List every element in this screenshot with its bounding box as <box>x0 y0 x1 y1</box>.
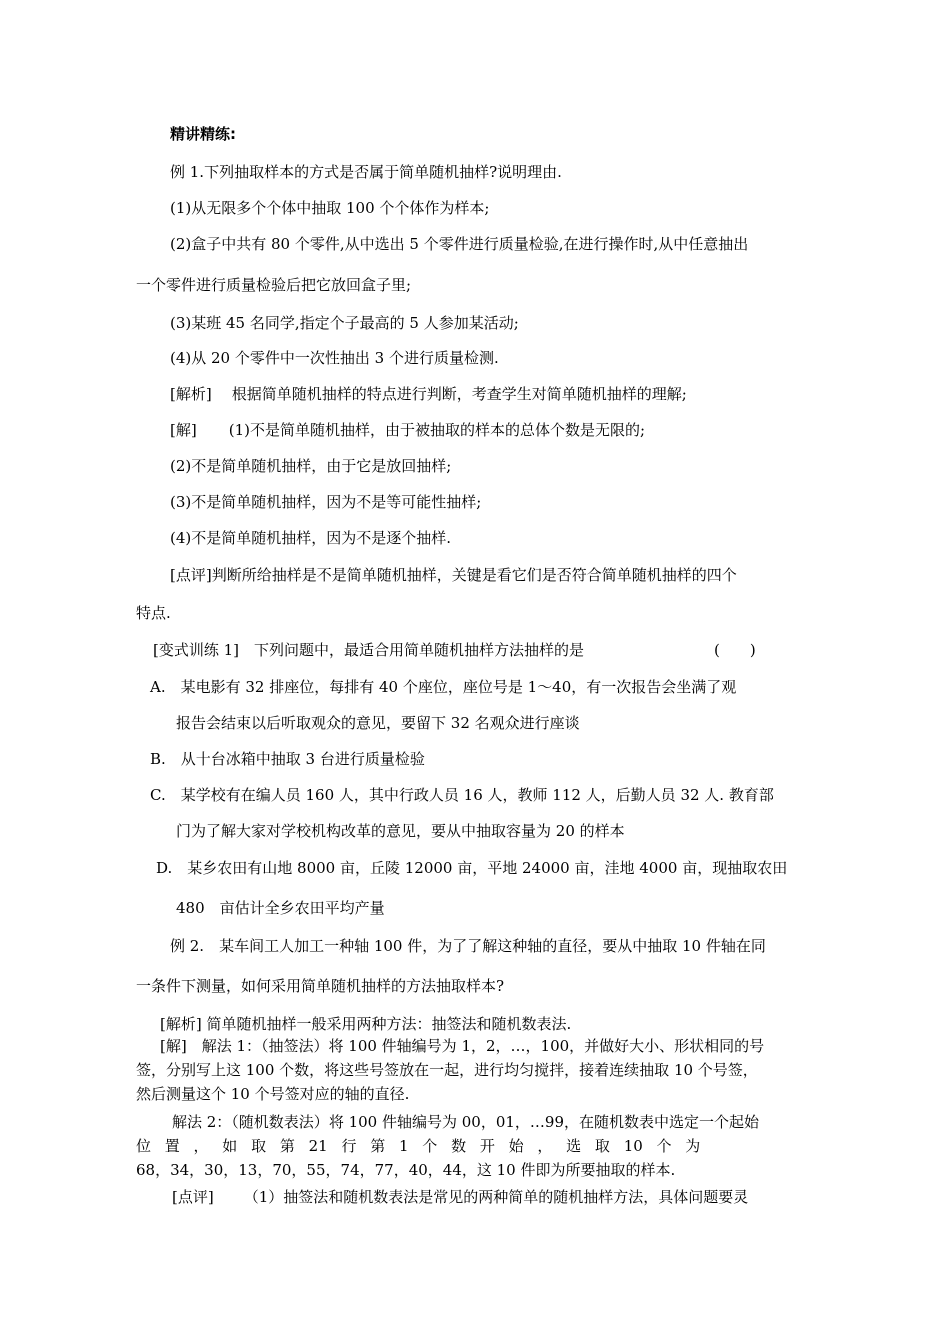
solution-1-text: (1)不是简单随机抽样，由于被抽取的样本的总体个数是无限的; <box>228 421 646 439</box>
option-d-cont: 480 亩估计全乡农田平均产量 <box>176 899 385 917</box>
example-1-item-2-cont: 一个零件进行质量检验后把它放回盒子里; <box>136 276 412 294</box>
option-d: D. 某乡农田有山地 8000 亩，丘陵 12000 亩，平地 24000 亩，洼地 4000 亩，现抽取农田 <box>156 859 788 877</box>
option-a-cont: 报告会结束以后听取观众的意见，要留下 32 名观众进行座谈 <box>176 714 580 732</box>
option-b: B. 从十台冰箱中抽取 3 台进行质量检验 <box>150 750 425 768</box>
example-1-item-1: (1)从无限多个个体中抽取 100 个个体作为样本; <box>170 199 490 217</box>
variant-title: [变式训练 1] 下列问题中，最适合用简单随机抽样方法抽样的是 <box>153 641 585 659</box>
example-1-solution-3: (3)不是简单随机抽样，因为不是等可能性抽样; <box>170 493 482 511</box>
example-2-title-cont: 一条件下测量，如何采用简单随机抽样的方法抽取样本? <box>136 977 505 995</box>
analysis-tag: [解析] <box>170 385 212 403</box>
example-2-analysis: [解析] 简单随机抽样一般采用两种方法：抽签法和随机数表法. <box>160 1015 572 1033</box>
option-a: A. 某电影有 32 排座位，每排有 40 个座位，座位号是 1～40，有一次报告会坐满了观 <box>150 678 737 696</box>
analysis-text: 根据简单随机抽样的特点进行判断，考查学生对简单随机抽样的理解; <box>231 385 687 403</box>
example-1-analysis <box>170 384 687 404</box>
example-1-item-3: (3)某班 45 名同学,指定个子最高的 5 人参加某活动; <box>170 314 519 332</box>
example-2-method-1-line-3: 然后测量这个 10 个号签对应的轴的直径. <box>136 1085 410 1103</box>
example-1-item-2: (2)盒子中共有 80 个零件,从中选出 5 个零件进行质量检验,在进行操作时,从中任意抽出 <box>170 235 749 253</box>
example-1-solution-2: (2)不是简单随机抽样，由于它是放回抽样; <box>170 457 452 475</box>
section-heading: 精讲精练: <box>170 125 236 143</box>
example-2-method-2-line-2: 位 置 ， 如 取 第 21 行 第 1 个 数 开 始 ， 选 取 10 个 为 <box>136 1137 701 1155</box>
option-c-cont: 门为了解大家对学校机构改革的意见，要从中抽取容量为 20 的样本 <box>176 822 625 840</box>
example-2-method-2-line-3: 68，34，30，13，70，55，74，77，40，44，这 10 件即为所要抽取的样本. <box>136 1161 676 1179</box>
example-2-method-1-line-2: 签，分别写上这 100 个数，将这些号签放在一起，进行均匀搅拌，接着连续抽取 10 个号签， <box>136 1061 758 1079</box>
example-1-item-4: (4)从 20 个零件中一次性抽出 3 个进行质量检测. <box>170 349 499 367</box>
example-2-comment <box>172 1187 748 1207</box>
example-1-title: 例 1.下列抽取样本的方式是否属于简单随机抽样?说明理由. <box>170 163 562 181</box>
example-1-solution-4: (4)不是简单随机抽样，因为不是逐个抽样. <box>170 529 452 547</box>
example-2-method-2: 解法 2：（随机数表法）将 100 件轴编号为 00，01，…99，在随机数表中选定一个起始 <box>172 1113 760 1131</box>
comment-text: （1）抽签法和随机数表法是常见的两种简单的随机抽样方法，具体问题要灵 <box>243 1188 749 1206</box>
example-1-comment: [点评]判断所给抽样是不是简单随机抽样，关键是看它们是否符合简单随机抽样的四个 <box>170 566 737 584</box>
comment-tag: [点评] <box>172 1188 214 1206</box>
example-2-title: 例 2. 某车间工人加工一种轴 100 件，为了了解这种轴的直径，要从中抽取 10 件轴在同 <box>170 937 766 955</box>
example-1-solution-1 <box>170 420 645 440</box>
solution-tag: [解] <box>170 421 197 439</box>
example-1-comment-cont: 特点. <box>136 604 171 622</box>
answer-blank: ( ) <box>714 641 756 659</box>
option-c: C. 某学校有在编人员 160 人，其中行政人员 16 人，教师 112 人，后勤人员 32 人. 教育部 <box>150 786 774 804</box>
example-2-method-1: [解] 解法 1：（抽签法）将 100 件轴编号为 1，2，…，100，并做好大小、形状相同的号 <box>160 1037 765 1055</box>
